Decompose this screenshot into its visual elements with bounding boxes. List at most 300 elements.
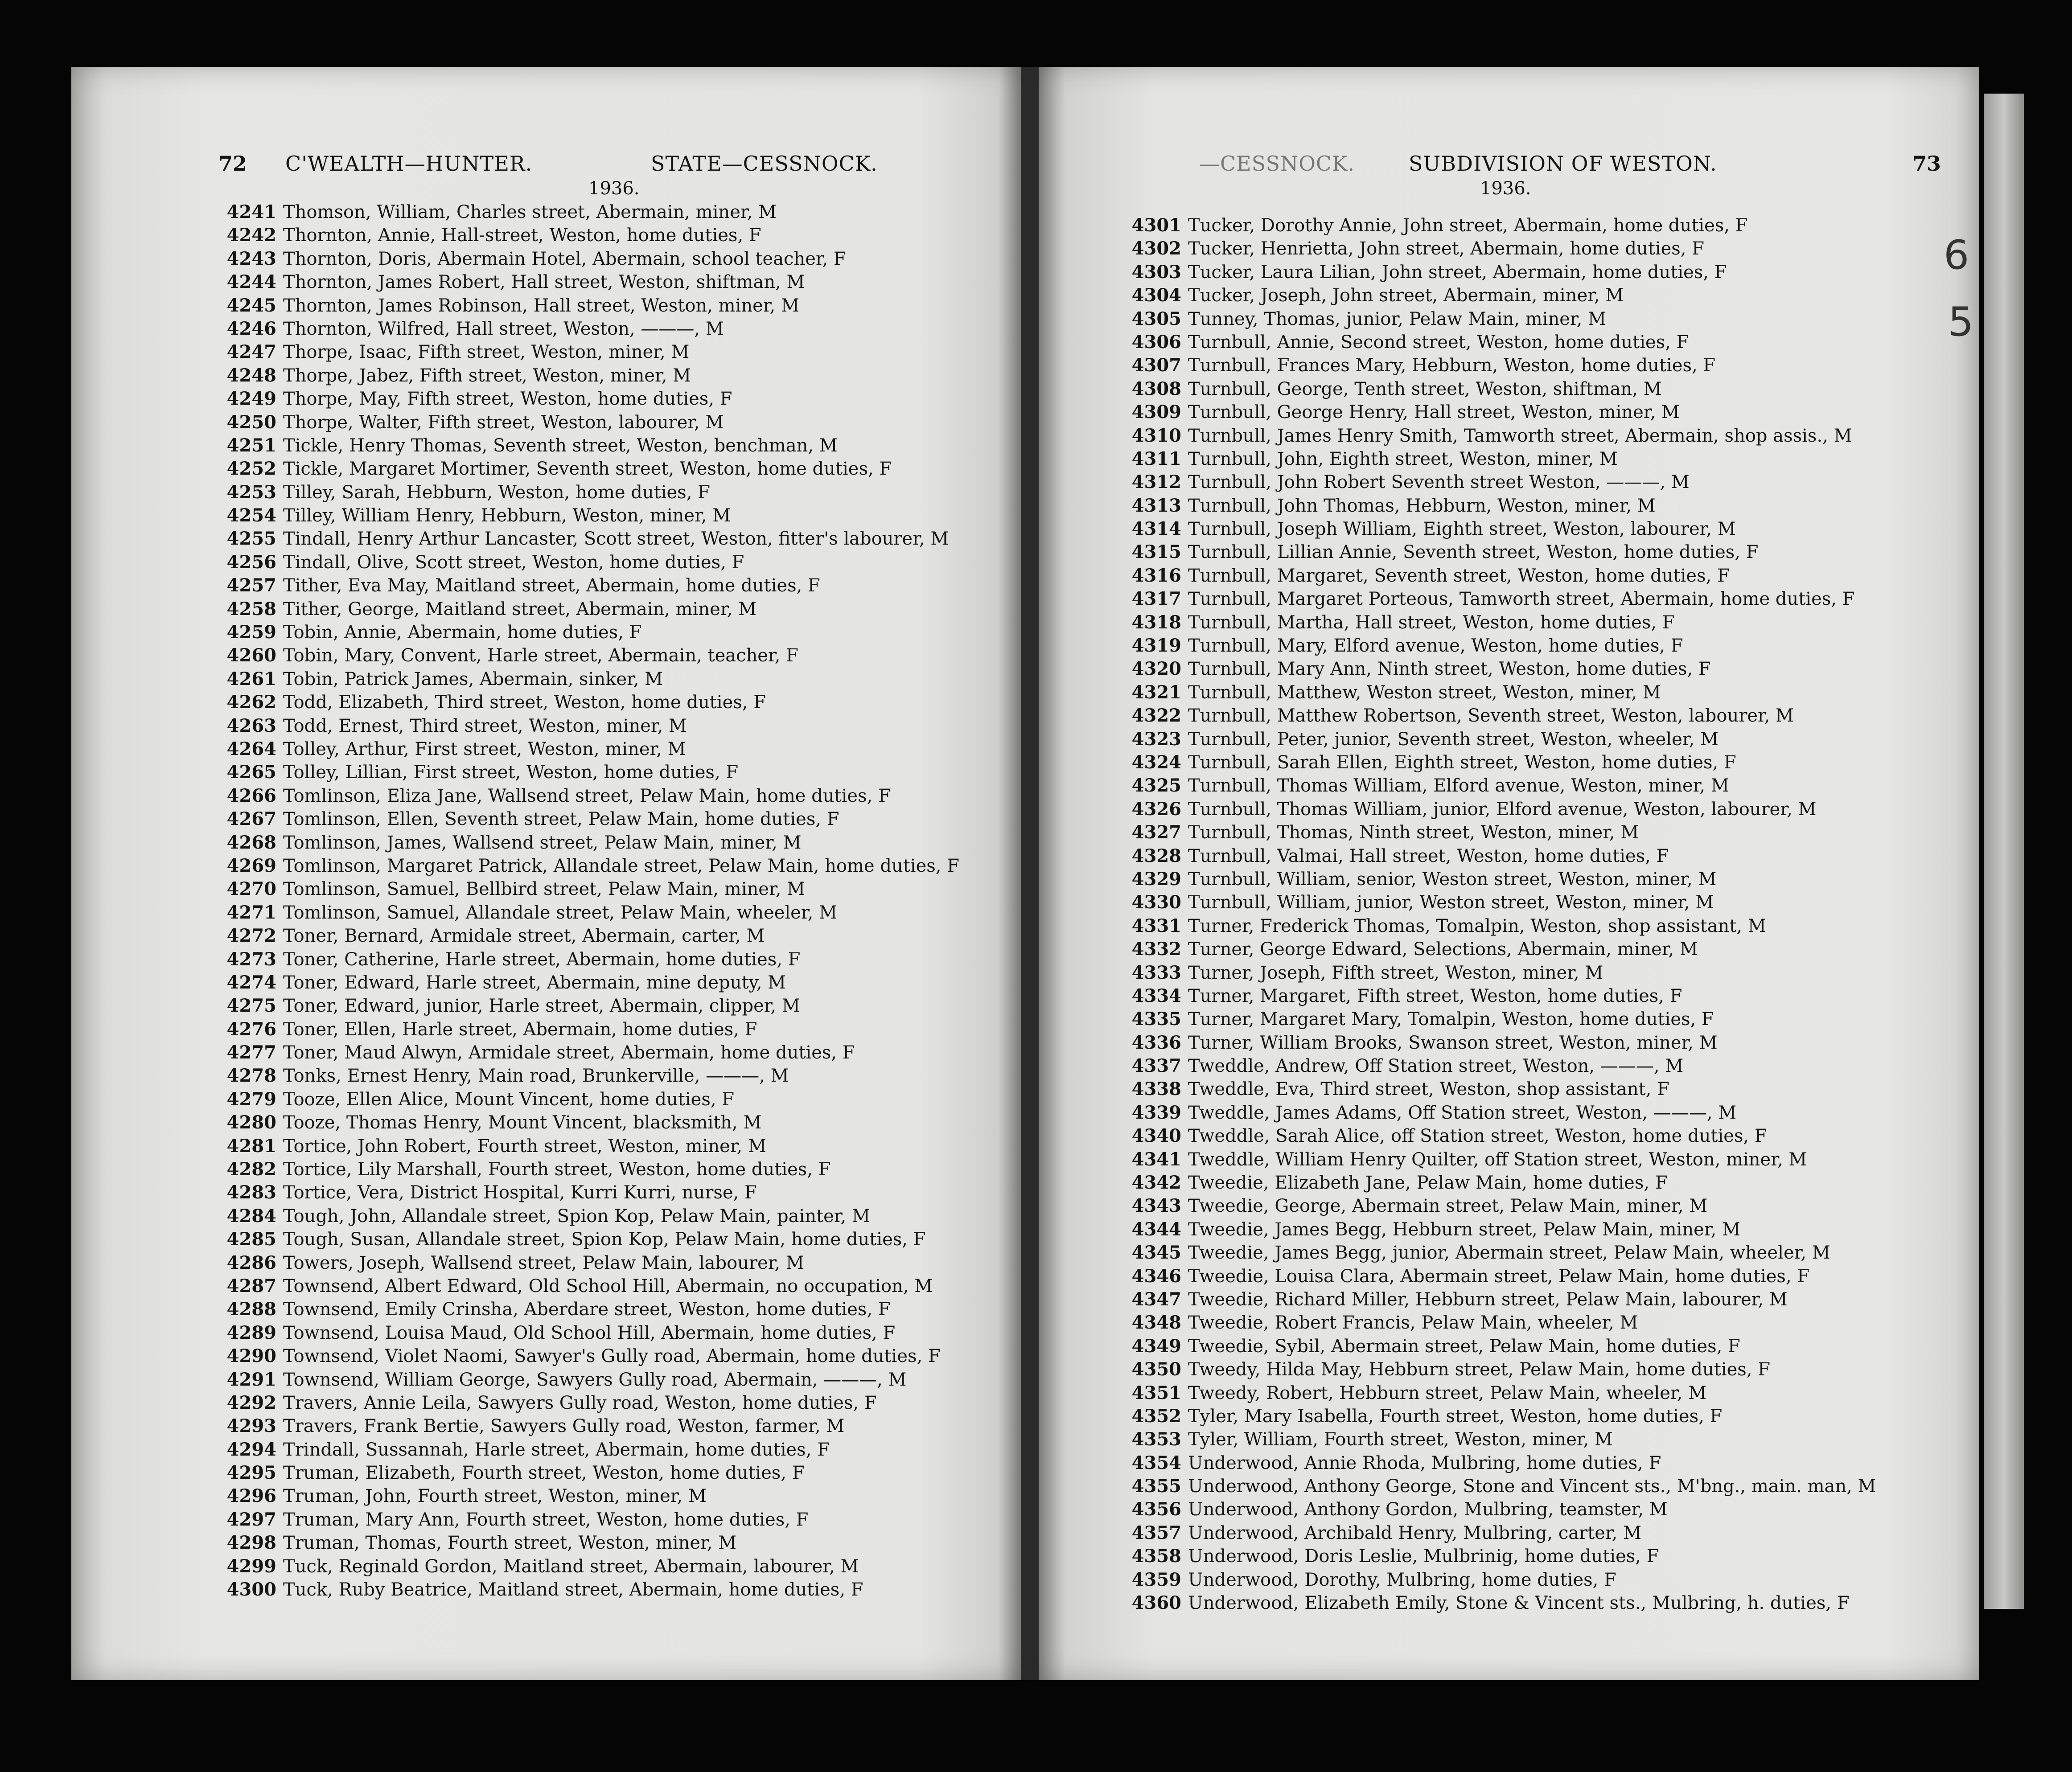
entry-number: 4246 [226,318,276,339]
left-header-right: STATE—CESSNOCK. [651,152,878,176]
entry-row [1123,494,2064,517]
entry-text: Tortice, Vera, District Hospital, Kurri Kurri, nurse, F [283,1182,757,1203]
entry-text: Tooze, Ellen Alice, Mount Vincent, home duties, F [283,1089,735,1110]
entry-row [1123,1311,2064,1334]
entry-text: Turner, Frederick Thomas, Tomalpin, Weston, shop assistant, M [1188,915,1766,936]
entry-number: 4311 [1131,448,1181,469]
entry-number: 4348 [1131,1312,1181,1333]
entry-text: Turnbull, Mary Ann, Ninth street, Weston, home duties, F [1188,659,1711,680]
entry-number: 4254 [226,505,276,526]
entry-row [1123,1498,2064,1521]
entry-number: 4297 [226,1509,276,1530]
entry-number: 4241 [226,201,276,222]
entry-text: Tither, Eva May, Maitland street, Abermain, home duties, F [283,575,820,596]
entry-number: 4358 [1131,1546,1181,1567]
entry-text: Turner, George Edward, Selections, Abermain, miner, M [1188,939,1698,960]
entry-row [1123,938,2064,961]
entry-row [1123,1101,2064,1124]
entry-row [1123,1475,2064,1498]
entry-number: 4336 [1131,1032,1181,1053]
entry-text: Thornton, Wilfred, Hall street, Weston, ———, M [283,318,724,339]
entry-row [1123,1335,2064,1358]
entry-text: Turnbull, Margaret, Seventh street, Weston, home duties, F [1188,565,1730,586]
entry-number: 4305 [1131,308,1181,329]
entry-row [1123,1568,2064,1592]
entry-number: 4335 [1131,1009,1181,1030]
entry-number: 4346 [1131,1265,1181,1287]
entry-text: Underwood, Archibald Henry, Mulbring, carter, M [1188,1522,1642,1543]
entry-number: 4266 [226,785,276,806]
entry-row [1123,891,2064,914]
entry-text: Turnbull, George Henry, Hall street, Weston, miner, M [1188,402,1680,423]
entry-number: 4338 [1131,1079,1181,1100]
entry-number: 4333 [1131,962,1181,983]
entry-number: 4255 [226,528,276,550]
entry-text: Tomlinson, James, Wallsend street, Pelaw Main, miner, M [283,832,802,853]
entry-number: 4283 [226,1182,276,1203]
entry-number: 4351 [1131,1382,1181,1403]
entry-row [1123,1148,2064,1171]
entry-row [1123,1592,2064,1615]
entry-number: 4253 [226,481,276,503]
entry-row [1123,214,2064,237]
entry-text: Truman, Mary Ann, Fourth street, Weston, home duties, F [283,1509,809,1530]
entry-number: 4320 [1131,658,1181,680]
entry-number: 4312 [1131,472,1181,493]
entry-row [1123,845,2064,868]
entry-row [1123,331,2064,354]
entry-row [1123,541,2064,564]
entry-number: 4328 [1131,845,1181,866]
entry-row [1123,751,2064,774]
entry-row [1123,1031,2064,1054]
entry-text: Tickle, Margaret Mortimer, Seventh street, Weston, home duties, F [283,459,892,480]
entry-text: Tough, John, Allandale street, Spion Kop, Pelaw Main, painter, M [283,1206,870,1226]
entry-number: 4298 [226,1532,276,1554]
entry-row [1123,308,2064,331]
entry-text: Tunney, Thomas, junior, Pelaw Main, miner, M [1188,308,1607,329]
entry-number: 4349 [1131,1335,1181,1357]
entry-text: Towers, Joseph, Wallsend street, Pelaw Main, labourer, M [283,1252,804,1273]
entry-number: 4263 [226,715,276,736]
entry-number: 4339 [1131,1102,1181,1123]
entry-number: 4270 [226,878,276,900]
entry-number: 4342 [1131,1172,1181,1194]
entry-number: 4285 [226,1229,276,1250]
entry-row [1123,377,2064,401]
margin-mark-1: 6 [1944,232,1969,279]
entry-number: 4251 [226,435,276,456]
page-edges [1984,94,2024,1609]
entry-text: Tuck, Reginald Gordon, Maitland street, Abermain, labourer, M [283,1556,859,1577]
entry-number: 4295 [226,1462,276,1484]
entry-text: Turner, William Brooks, Swanson street, Weston, miner, M [1188,1032,1718,1053]
entry-text: Townsend, Louisa Maud, Old School Hill, Abermain, home duties, F [283,1322,896,1343]
entry-number: 4303 [1131,261,1181,283]
entry-number: 4271 [226,902,276,923]
entry-number: 4282 [226,1159,276,1180]
entry-text: Turnbull, Annie, Second street, Weston, home duties, F [1188,332,1689,353]
entry-number: 4324 [1131,751,1181,773]
entry-number: 4265 [226,762,276,783]
entry-text: Tortice, Lily Marshall, Fourth street, Weston, home duties, F [283,1159,831,1180]
entry-text: Turnbull, John, Eighth street, Weston, miner, M [1188,448,1618,469]
entry-number: 4264 [226,738,276,759]
entry-row [1123,728,2064,751]
entry-row [1123,1522,2064,1545]
entry-number: 4244 [226,271,276,293]
entry-row [1123,1008,2064,1031]
right-entry-list [1123,214,2064,1615]
entry-text: Todd, Elizabeth, Third street, Weston, home duties, F [283,692,766,713]
margin-mark-2: 5 [1948,299,1974,345]
entry-text: Tomlinson, Eliza Jane, Wallsend street, Pelaw Main, home duties, F [283,785,891,806]
entry-row [1123,1171,2064,1194]
entry-text: Turnbull, Sarah Ellen, Eighth street, Weston, home duties, F [1188,752,1736,773]
entry-text: Tolley, Arthur, First street, Weston, miner, M [283,738,686,759]
entry-text: Tindall, Henry Arthur Lancaster, Scott street, Weston, fitter's labourer, M [283,529,949,550]
entry-text: Tweedie, James Begg, junior, Abermain street, Pelaw Main, wheeler, M [1188,1243,1830,1263]
entry-number: 4268 [226,832,276,853]
entry-row [1123,798,2064,821]
entry-number: 4294 [226,1439,276,1460]
entry-text: Tomlinson, Ellen, Seventh street, Pelaw Main, home duties, F [283,809,839,830]
entry-number: 4267 [226,808,276,830]
entry-row [1123,915,2064,938]
entry-text: Tuck, Ruby Beatrice, Maitland street, Abermain, home duties, F [283,1579,863,1600]
entry-text: Turnbull, George, Tenth street, Weston, shiftman, M [1188,378,1662,399]
entry-row [1123,868,2064,891]
entry-text: Tomlinson, Samuel, Bellbird street, Pelaw Main, miner, M [283,879,806,900]
entry-number: 4357 [1131,1522,1181,1543]
entry-text: Truman, Thomas, Fourth street, Weston, miner, M [283,1533,737,1554]
entry-number: 4274 [226,972,276,993]
entry-row [1123,961,2064,984]
entry-row [1123,611,2064,634]
entry-text: Thornton, Doris, Abermain Hotel, Abermain, school teacher, F [283,248,846,269]
entry-text: Tweedie, Richard Miller, Hebburn street, Pelaw Main, labourer, M [1188,1289,1788,1310]
entry-number: 4321 [1131,681,1181,703]
entry-number: 4281 [226,1135,276,1157]
entry-row [1123,284,2064,307]
entry-row [1123,261,2064,284]
entry-text: Truman, Elizabeth, Fourth street, Weston, home duties, F [283,1463,805,1484]
entry-text: Underwood, Dorothy, Mulbring, home duties, F [1188,1569,1616,1590]
entry-number: 4322 [1131,705,1181,726]
entry-number: 4272 [226,925,276,947]
entry-number: 4352 [1131,1405,1181,1427]
entry-number: 4343 [1131,1195,1181,1217]
entry-row [1123,564,2064,587]
entry-number: 4341 [1131,1149,1181,1170]
entry-text: Turner, Margaret Mary, Tomalpin, Weston, home duties, F [1188,1009,1714,1030]
entry-number: 4347 [1131,1288,1181,1310]
entry-text: Toner, Maud Alwyn, Armidale street, Abermain, home duties, F [283,1042,855,1063]
entry-number: 4308 [1131,378,1181,399]
entry-row [1123,1288,2064,1311]
entry-text: Underwood, Anthony George, Stone and Vincent sts., M'bng., main. man, M [1188,1476,1876,1497]
entry-row [1123,1405,2064,1428]
entry-number: 4278 [226,1065,276,1087]
entry-number: 4275 [226,995,276,1017]
entry-row [1123,1054,2064,1078]
entry-text: Turnbull, Margaret Porteous, Tamworth street, Abermain, home duties, F [1188,589,1855,610]
entry-text: Tucker, Joseph, John street, Abermain, miner, M [1188,285,1624,306]
entry-text: Tweedie, James Begg, Hebburn street, Pelaw Main, miner, M [1188,1219,1740,1240]
entry-number: 4313 [1131,495,1181,516]
entry-text: Tither, George, Maitland street, Abermain, miner, M [283,599,756,619]
entry-number: 4356 [1131,1499,1181,1520]
entry-number: 4307 [1131,355,1181,376]
entry-number: 4261 [226,668,276,689]
entry-text: Tweedie, Louisa Clara, Abermain street, Pelaw Main, home duties, F [1188,1266,1810,1287]
book-gutter [1021,67,1039,1680]
entry-number: 4301 [1131,215,1181,236]
entry-text: Tweedie, Sybil, Abermain street, Pelaw Main, home duties, F [1188,1336,1740,1357]
entry-number: 4304 [1131,285,1181,306]
entry-text: Truman, John, Fourth street, Weston, miner, M [283,1486,707,1507]
entry-text: Tomlinson, Margaret Patrick, Allandale street, Pelaw Main, home duties, F [283,855,959,876]
entry-number: 4337 [1131,1055,1181,1077]
entry-number: 4299 [226,1555,276,1577]
entry-number: 4330 [1131,892,1181,913]
entry-number: 4286 [226,1252,276,1273]
entry-text: Tyler, Mary Isabella, Fourth street, Weston, home duties, F [1188,1406,1723,1427]
entry-text: Tickle, Henry Thomas, Seventh street, Weston, benchman, M [283,435,838,456]
entry-text: Tilley, William Henry, Hebburn, Weston, miner, M [283,505,731,526]
entry-number: 4262 [226,692,276,713]
entry-text: Turnbull, William, senior, Weston street, Weston, miner, M [1188,869,1717,890]
entry-number: 4288 [226,1299,276,1320]
entry-row [1123,447,2064,471]
entry-text: Turnbull, Martha, Hall street, Weston, home duties, F [1188,612,1675,633]
entry-number: 4242 [226,225,276,246]
entry-number: 4280 [226,1112,276,1133]
entry-text: Turnbull, Thomas, Ninth street, Weston, miner, M [1188,822,1639,843]
entry-text: Townsend, Violet Naomi, Sawyer's Gully road, Abermain, home duties, F [283,1346,941,1367]
entry-number: 4327 [1131,822,1181,843]
entry-number: 4300 [226,1579,276,1600]
right-page-number: 73 [1912,152,1941,176]
left-year: 1936. [588,178,640,199]
entry-text: Toner, Edward, junior, Harle street, Abermain, clipper, M [283,996,800,1017]
entry-text: Todd, Ernest, Third street, Weston, miner, M [283,715,687,736]
entry-text: Tucker, Henrietta, John street, Abermain, home duties, F [1188,238,1704,259]
entry-number: 4258 [226,598,276,619]
entry-row [1123,1545,2064,1568]
entry-text: Turnbull, Valmai, Hall street, Weston, home duties, F [1188,845,1669,866]
entry-number: 4344 [1131,1218,1181,1240]
entry-text: Tonks, Ernest Henry, Main road, Brunkerville, ———, M [283,1066,789,1087]
entry-number: 4248 [226,365,276,386]
right-page [1039,67,1979,1680]
entry-text: Underwood, Elizabeth Emily, Stone & Vincent sts., Mulbring, h. duties, F [1188,1593,1850,1614]
entry-number: 4284 [226,1205,276,1226]
entry-number: 4334 [1131,985,1181,1006]
entry-text: Thorpe, May, Fifth street, Weston, home duties, F [283,389,732,410]
entry-number: 4306 [1131,331,1181,353]
right-header-left: —CESSNOCK. [1199,152,1355,176]
entry-number: 4316 [1131,565,1181,586]
entry-text: Tweedie, Robert Francis, Pelaw Main, wheeler, M [1188,1313,1638,1333]
entry-text: Toner, Bernard, Armidale street, Abermain, carter, M [283,926,765,947]
entry-text: Townsend, Albert Edward, Old School Hill, Abermain, no occupation, M [283,1276,933,1296]
entry-number: 4355 [1131,1476,1181,1497]
entry-text: Toner, Edward, Harle street, Abermain, mine deputy, M [283,972,786,993]
entry-number: 4317 [1131,588,1181,610]
entry-text: Tobin, Mary, Convent, Harle street, Abermain, teacher, F [283,645,798,666]
entry-number: 4309 [1131,402,1181,423]
entry-text: Tooze, Thomas Henry, Mount Vincent, blacksmith, M [283,1112,762,1133]
left-page [71,67,1021,1680]
entry-row [1123,1265,2064,1288]
entry-number: 4276 [226,1018,276,1040]
entry-row [1123,587,2064,611]
entry-text: Thornton, James Robert, Hall street, Weston, shiftman, M [283,272,805,293]
entry-row [1123,821,2064,844]
entry-number: 4345 [1131,1242,1181,1263]
entry-row [1123,774,2064,797]
entry-row [1123,1358,2064,1381]
entry-row [1123,704,2064,727]
entry-text: Toner, Ellen, Harle street, Abermain, home duties, F [283,1019,757,1040]
entry-text: Travers, Frank Bertie, Sawyers Gully road, Weston, farmer, M [283,1416,845,1437]
entry-text: Turnbull, Thomas William, Elford avenue, Weston, miner, M [1188,775,1729,796]
entry-number: 4302 [1131,238,1181,259]
entry-row [1123,1124,2064,1148]
entry-text: Underwood, Doris Leslie, Mulbrinig, home duties, F [1188,1546,1659,1567]
entry-text: Toner, Catherine, Harle street, Abermain, home duties, F [283,949,801,970]
entry-row [1123,1428,2064,1451]
entry-number: 4292 [226,1392,276,1413]
entry-text: Turner, Margaret, Fifth street, Weston, home duties, F [1188,985,1682,1006]
entry-text: Thornton, Annie, Hall-street, Weston, home duties, F [283,225,761,246]
entry-row [1123,354,2064,377]
entry-number: 4315 [1131,541,1181,563]
entry-text: Underwood, Anthony Gordon, Mulbring, teamster, M [1188,1499,1668,1520]
entry-text: Tweddle, Eva, Third street, Weston, shop assistant, F [1188,1079,1669,1100]
entry-number: 4332 [1131,939,1181,960]
entry-text: Tweddle, Sarah Alice, off Station street, Weston, home duties, F [1188,1126,1767,1147]
entry-text: Turner, Joseph, Fifth street, Weston, miner, M [1188,962,1603,983]
entry-number: 4290 [226,1345,276,1367]
entry-text: Turnbull, Mary, Elford avenue, Weston, home duties, F [1188,636,1683,656]
entry-row [1123,517,2064,541]
entry-number: 4318 [1131,611,1181,633]
entry-number: 4252 [226,458,276,480]
entry-row [1123,634,2064,657]
entry-number: 4259 [226,622,276,643]
entry-number: 4329 [1131,868,1181,890]
entry-number: 4291 [226,1369,276,1390]
entry-number: 4247 [226,341,276,363]
entry-text: Thorpe, Isaac, Fifth street, Weston, miner, M [283,342,690,363]
entry-text: Tortice, John Robert, Fourth street, Weston, miner, M [283,1136,766,1157]
entry-number: 4257 [226,575,276,596]
entry-text: Turnbull, Joseph William, Eighth street, Weston, labourer, M [1188,519,1736,540]
open-book [71,67,2024,1680]
entry-text: Townsend, William George, Sawyers Gully road, Abermain, ———, M [283,1369,907,1390]
entry-text: Thomson, William, Charles street, Abermain, miner, M [283,202,777,222]
entry-row [1123,1218,2064,1241]
entry-text: Tough, Susan, Allandale street, Spion Kop, Pelaw Main, home duties, F [283,1229,926,1250]
entry-number: 4279 [226,1088,276,1110]
entry-row [1123,1194,2064,1218]
entry-row [1123,237,2064,260]
entry-text: Tomlinson, Samuel, Allandale street, Pelaw Main, wheeler, M [283,902,837,923]
entry-text: Travers, Annie Leila, Sawyers Gully road, Weston, home duties, F [283,1392,877,1413]
entry-number: 4293 [226,1415,276,1437]
entry-text: Turnbull, John Robert Seventh street Weston, ———, M [1188,472,1690,493]
entry-text: Turnbull, James Henry Smith, Tamworth street, Abermain, shop assis., M [1188,425,1852,446]
entry-text: Thorpe, Walter, Fifth street, Weston, labourer, M [283,412,724,433]
entry-text: Townsend, Emily Crinsha, Aberdare street, Weston, home duties, F [283,1299,891,1320]
entry-text: Underwood, Annie Rhoda, Mulbring, home duties, F [1188,1452,1661,1473]
entry-text: Trindall, Sussannah, Harle street, Abermain, home duties, F [283,1439,830,1460]
entry-row [1123,424,2064,447]
entry-text: Tweedy, Robert, Hebburn street, Pelaw Main, wheeler, M [1188,1382,1707,1403]
entry-text: Tobin, Patrick James, Abermain, sinker, M [283,669,663,689]
entry-row [1123,401,2064,424]
entry-text: Tweedie, Elizabeth Jane, Pelaw Main, home duties, F [1188,1173,1668,1194]
entry-text: Tucker, Laura Lilian, John street, Abermain, home duties, F [1188,262,1727,283]
entry-row [1123,1452,2064,1475]
right-year: 1936. [1480,178,1531,199]
entry-text: Turnbull, John Thomas, Hebburn, Weston, miner, M [1188,495,1656,516]
right-header-right: SUBDIVISION OF WESTON. [1409,152,1717,176]
entry-text: Tobin, Annie, Abermain, home duties, F [283,622,642,643]
entry-number: 4245 [226,295,276,316]
entry-text: Turnbull, Frances Mary, Hebburn, Weston, home duties, F [1188,355,1716,376]
entry-number: 4359 [1131,1569,1181,1590]
entry-number: 4340 [1131,1125,1181,1147]
left-page-number: 72 [218,152,247,176]
entry-number: 4319 [1131,635,1181,656]
entry-text: Tweedie, George, Abermain street, Pelaw Main, miner, M [1188,1196,1708,1217]
entry-text: Turnbull, Matthew Robertson, Seventh street, Weston, labourer, M [1188,706,1794,726]
entry-number: 4360 [1131,1592,1181,1614]
entry-row [1123,984,2064,1008]
entry-text: Turnbull, William, junior, Weston street, Weston, miner, M [1188,892,1714,913]
entry-number: 4314 [1131,518,1181,540]
entry-number: 4260 [226,645,276,666]
entry-text: Tweddle, James Adams, Off Station street, Weston, ———, M [1188,1102,1737,1123]
entry-text: Tweedy, Hilda May, Hebburn street, Pelaw Main, home duties, F [1188,1359,1770,1380]
entry-row [1123,471,2064,494]
entry-number: 4353 [1131,1429,1181,1450]
entry-number: 4249 [226,388,276,410]
entry-number: 4277 [226,1042,276,1063]
entry-text: Turnbull, Matthew, Weston street, Weston, miner, M [1188,682,1661,703]
entry-number: 4250 [226,411,276,433]
entry-number: 4325 [1131,775,1181,796]
entry-number: 4287 [226,1275,276,1296]
entry-number: 4243 [226,248,276,269]
entry-number: 4350 [1131,1359,1181,1380]
entry-row [1123,657,2064,681]
left-header-left: C'WEALTH—HUNTER. [285,152,533,176]
entry-text: Tweddle, William Henry Quilter, off Station street, Weston, miner, M [1188,1149,1807,1170]
entry-text: Thornton, James Robinson, Hall street, Weston, miner, M [283,295,799,316]
entry-number: 4331 [1131,915,1181,936]
entry-number: 4296 [226,1485,276,1507]
entry-row [1123,1382,2064,1405]
entry-text: Tweddle, Andrew, Off Station street, Weston, ———, M [1188,1056,1684,1077]
entry-text: Turnbull, Thomas William, junior, Elford avenue, Weston, labourer, M [1188,799,1817,820]
entry-text: Tucker, Dorothy Annie, John street, Abermain, home duties, F [1188,215,1748,236]
entry-text: Tindall, Olive, Scott street, Weston, home duties, F [283,552,744,573]
entry-number: 4323 [1131,728,1181,750]
